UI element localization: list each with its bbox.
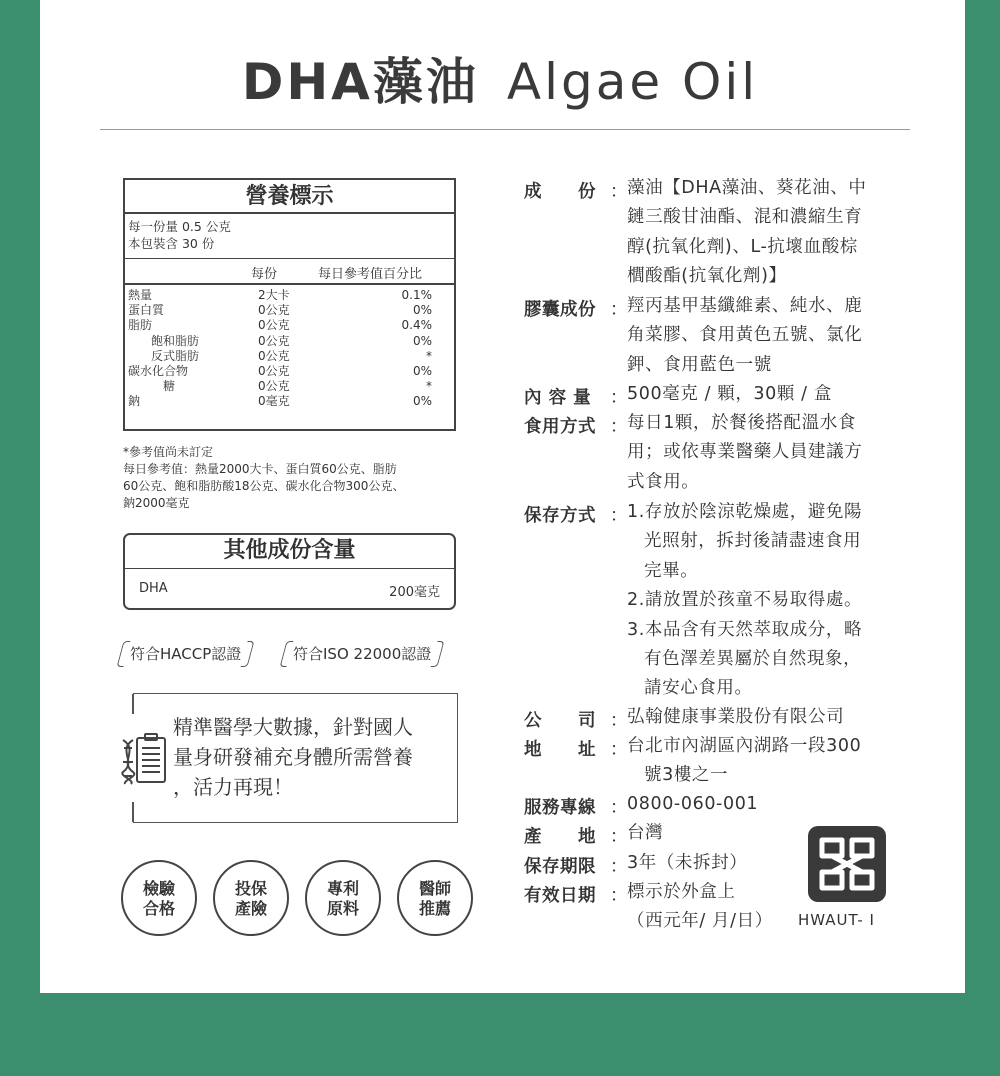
nutrient-name: 鈉 (128, 394, 141, 409)
cert-label: 符合ISO 22000認證 (293, 645, 432, 663)
serving-size: 每一份量 0.5 公克 (128, 219, 231, 234)
divider (125, 568, 454, 569)
nutrient-amount: 0公克 (258, 379, 290, 394)
cert-label: 符合HACCP認證 (130, 645, 242, 663)
slogan-text (173, 712, 413, 802)
nutrient-pct: 0% (412, 394, 432, 409)
note-line: 每日參考值：熱量2000大卡、蛋白質60公克、脂肪 (123, 462, 397, 476)
nutrient-amount: 0公克 (258, 348, 290, 363)
title-divider (100, 129, 910, 130)
badge-inspection: 檢驗 合格 (121, 860, 197, 936)
page-title (0, 42, 1000, 114)
table-row (125, 303, 454, 318)
nutrition-rows (125, 285, 454, 410)
info-label: 有效日期 (524, 886, 596, 906)
nutrient-amount: 0公克 (258, 303, 290, 318)
nutrient-pct: * (426, 379, 432, 394)
table-row (125, 379, 454, 394)
nutrition-note (123, 444, 468, 512)
nutrient-name: 脂肪 (128, 318, 153, 333)
info-label: 服務專線 (524, 798, 596, 818)
other-ingredients-box (123, 533, 456, 610)
recycle-code: HWAUT- I (798, 911, 875, 929)
table-row (125, 394, 454, 409)
col-daily-pct: 每日參考值百分比 (318, 267, 423, 282)
note-line: *參考值尚未訂定 (123, 445, 214, 459)
slogan-line: 量身研發補充身體所需營養 (173, 745, 413, 769)
cert-haccp (120, 641, 251, 667)
nutrient-name: 糖 (163, 379, 176, 394)
nutrient-name: 蛋白質 (128, 303, 165, 318)
nutrition-heading: 營養標示 (125, 180, 454, 214)
info-label: 成 份 (524, 182, 596, 202)
nutrient-pct: 0% (412, 363, 432, 378)
nutrition-column-headers (125, 259, 454, 285)
nutrient-pct: 0.1% (401, 288, 432, 302)
nutrient-name: 碳水化合物 (128, 363, 189, 378)
badge-patent: 專利 原料 (305, 860, 381, 936)
other-ingredients-heading: 其他成份含量 (223, 538, 356, 563)
servings-per-package: 本包裝含 30 份 (128, 236, 215, 251)
slogan-line: 精準醫學大數據，針對國人 (173, 715, 413, 739)
info-label: 內 容 量 (524, 388, 592, 408)
nutrient-pct: 0% (412, 303, 432, 318)
badge-doctor: 醫師 推薦 (397, 860, 473, 936)
nutrient-pct: 0.4% (401, 318, 432, 333)
info-label: 食用方式 (524, 417, 596, 437)
slogan-line: ，活力再現！ (173, 775, 293, 799)
title-en: Algae Oil (506, 53, 759, 111)
info-label: 公 司 (524, 711, 596, 731)
cert-iso (283, 641, 441, 667)
nutrient-amount: 0公克 (258, 363, 290, 378)
nutrient-amount: 0公克 (258, 333, 290, 348)
recycle-icon (808, 826, 886, 902)
nutrient-amount: 0毫克 (258, 394, 290, 409)
note-line: 60公克、飽和脂肪酸18公克、碳水化合物300公克、 (123, 479, 405, 493)
other-ingredient-name: DHA (139, 581, 168, 596)
nutrient-name: 熱量 (128, 288, 153, 302)
note-line: 鈉2000毫克 (123, 496, 190, 510)
slogan-box (133, 693, 458, 823)
nutrition-table (123, 178, 456, 431)
nutrient-name: 反式脂肪 (151, 348, 200, 363)
info-label: 地 址 (524, 740, 596, 760)
nutrient-pct: 0% (412, 333, 432, 348)
info-label: 保存期限 (524, 857, 596, 877)
table-row (125, 318, 454, 333)
nutrient-amount: 0公克 (258, 318, 290, 333)
nutrient-name: 飽和脂肪 (151, 333, 200, 348)
dna-clipboard-icon (117, 732, 169, 786)
nutrient-amount: 2大卡 (258, 288, 290, 302)
nutrition-serving (125, 214, 454, 259)
table-row (125, 288, 454, 303)
badge-insurance: 投保 產險 (213, 860, 289, 936)
title-zh: DHA藻油 (241, 53, 479, 111)
info-label: 保存方式 (524, 506, 596, 526)
table-row (125, 364, 454, 379)
table-row (125, 349, 454, 364)
other-ingredient-value: 200毫克 (389, 585, 440, 600)
info-label: 產 地 (524, 827, 596, 847)
col-per-serving: 每份 (251, 267, 278, 282)
info-label: 膠囊成份 (524, 300, 596, 320)
nutrient-pct: * (426, 348, 432, 363)
table-row (125, 334, 454, 349)
